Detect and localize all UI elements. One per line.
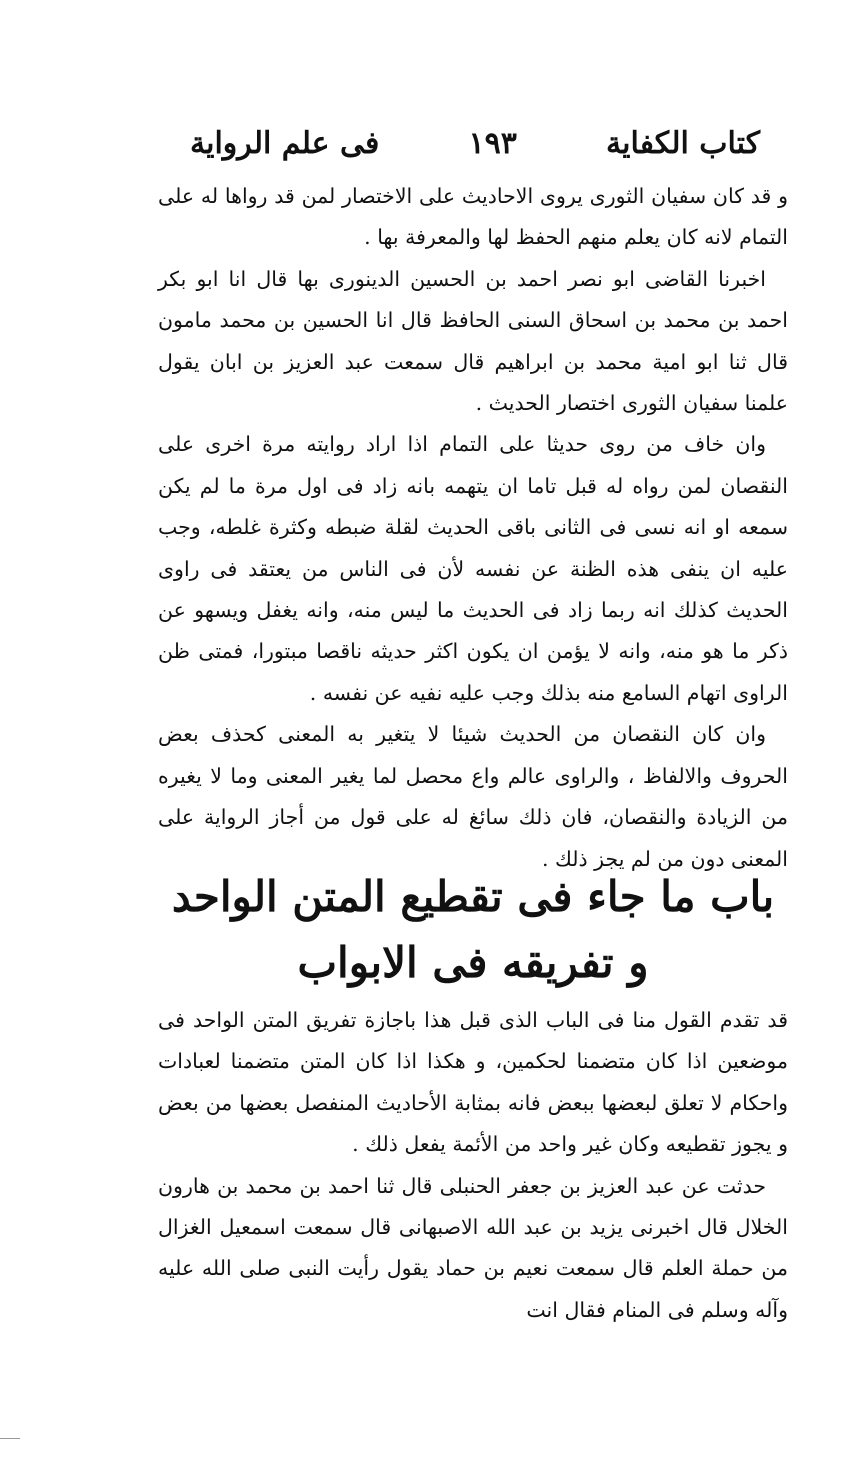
paragraph: اخبرنا القاضى ابو نصر احمد بن الحسين الدينورى بها قال انا ابو بكر احمد بن محمد بن اسحاق السنى الحافظ قال انا الحسين بن محمد مامون قال ثنا ابو امية محمد بن ابراهيم قال سمعت عبد العزيز بن ابان يقول علمنا سفيان الثورى اختصار الحديث .	[158, 266, 788, 416]
paragraph: قد تقدم القول منا فى الباب الذى قبل هذا باجازة تفريق المتن الواحد فى موضعين اذا كان متضمنا لحكمين، و هكذا اذا كان المتن متضمنا لعبادات واحكام لا تعلق لبعضها ببعض فانه بمثابة الأحاديث المنفصل بعضها من بعض و يجوز تقطيعه وكان غير واحد من الأئمة يفعل ذلك .	[158, 1008, 788, 1157]
chapter-title-line-1: باب ما جاء فى تقطيع المتن الواحد	[171, 872, 775, 921]
paragraph: وان كان النقصان من الحديث شيئا لا يتغير به المعنى كحذف بعض الحروف والالفاظ ، والراوى عالم واع محصل لما يغير المعنى وما لا يغيره من الزيادة والنقصان، فان ذلك سائغ له على قول من أجاز الرواية على المعنى دون من لم يجز ذلك .	[158, 722, 788, 871]
margin-mark	[0, 1438, 20, 1439]
paragraph: و قد كان سفيان الثورى يروى الاحاديث على الاختصار لمن قد رواها له على التمام لانه كان يعلم منهم الحفظ لها والمعرفة بها .	[158, 184, 788, 250]
running-header	[190, 118, 760, 168]
page-number: ١٩٣	[468, 125, 517, 161]
text-block-top	[158, 176, 788, 880]
paragraph: وان خاف من روى حديثا على التمام اذا اراد روايته مرة اخرى على النقصان لمن رواه له قبل تاما ان يتهمه بانه زاد فى اول مرة ما لم يكن سمعه او انه نسى فى الثانى باقى الحديث لقلة ضبطه وكثرة غلطه، وجب عليه ان ينفى هذه الظنة عن نفسه لأن فى الناس من يعتقد فى راوى الحديث كذلك انه ربما زاد فى الحديث ما ليس منه، وانه يغفل ويسهو عن ذكر ما هو منه، وانه لا يؤمن ان يكون اكثر حديثه ناقصا مبتورا، فمتى ظن الراوى اتهام السامع منه بذلك وجب عليه نفيه عن نفسه .	[158, 432, 788, 705]
section-title: فى علم الرواية	[190, 125, 380, 161]
book-title: كتاب الكفاية	[606, 125, 760, 161]
paragraph: حدثت عن عبد العزيز بن جعفر الحنبلى قال ثنا احمد بن محمد بن هارون الخلال قال اخبرنى يزيد بن عبد الله الاصبهانى قال سمعت اسمعيل الغزال من حملة العلم قال سمعت نعيم بن حماد يقول رأيت النبى صلى الله عليه وآله وسلم فى المنام فقال انت	[158, 1173, 788, 1322]
text-block-bottom	[158, 1000, 788, 1331]
chapter-title-line-2: و تفريقه فى الابواب	[297, 938, 649, 987]
